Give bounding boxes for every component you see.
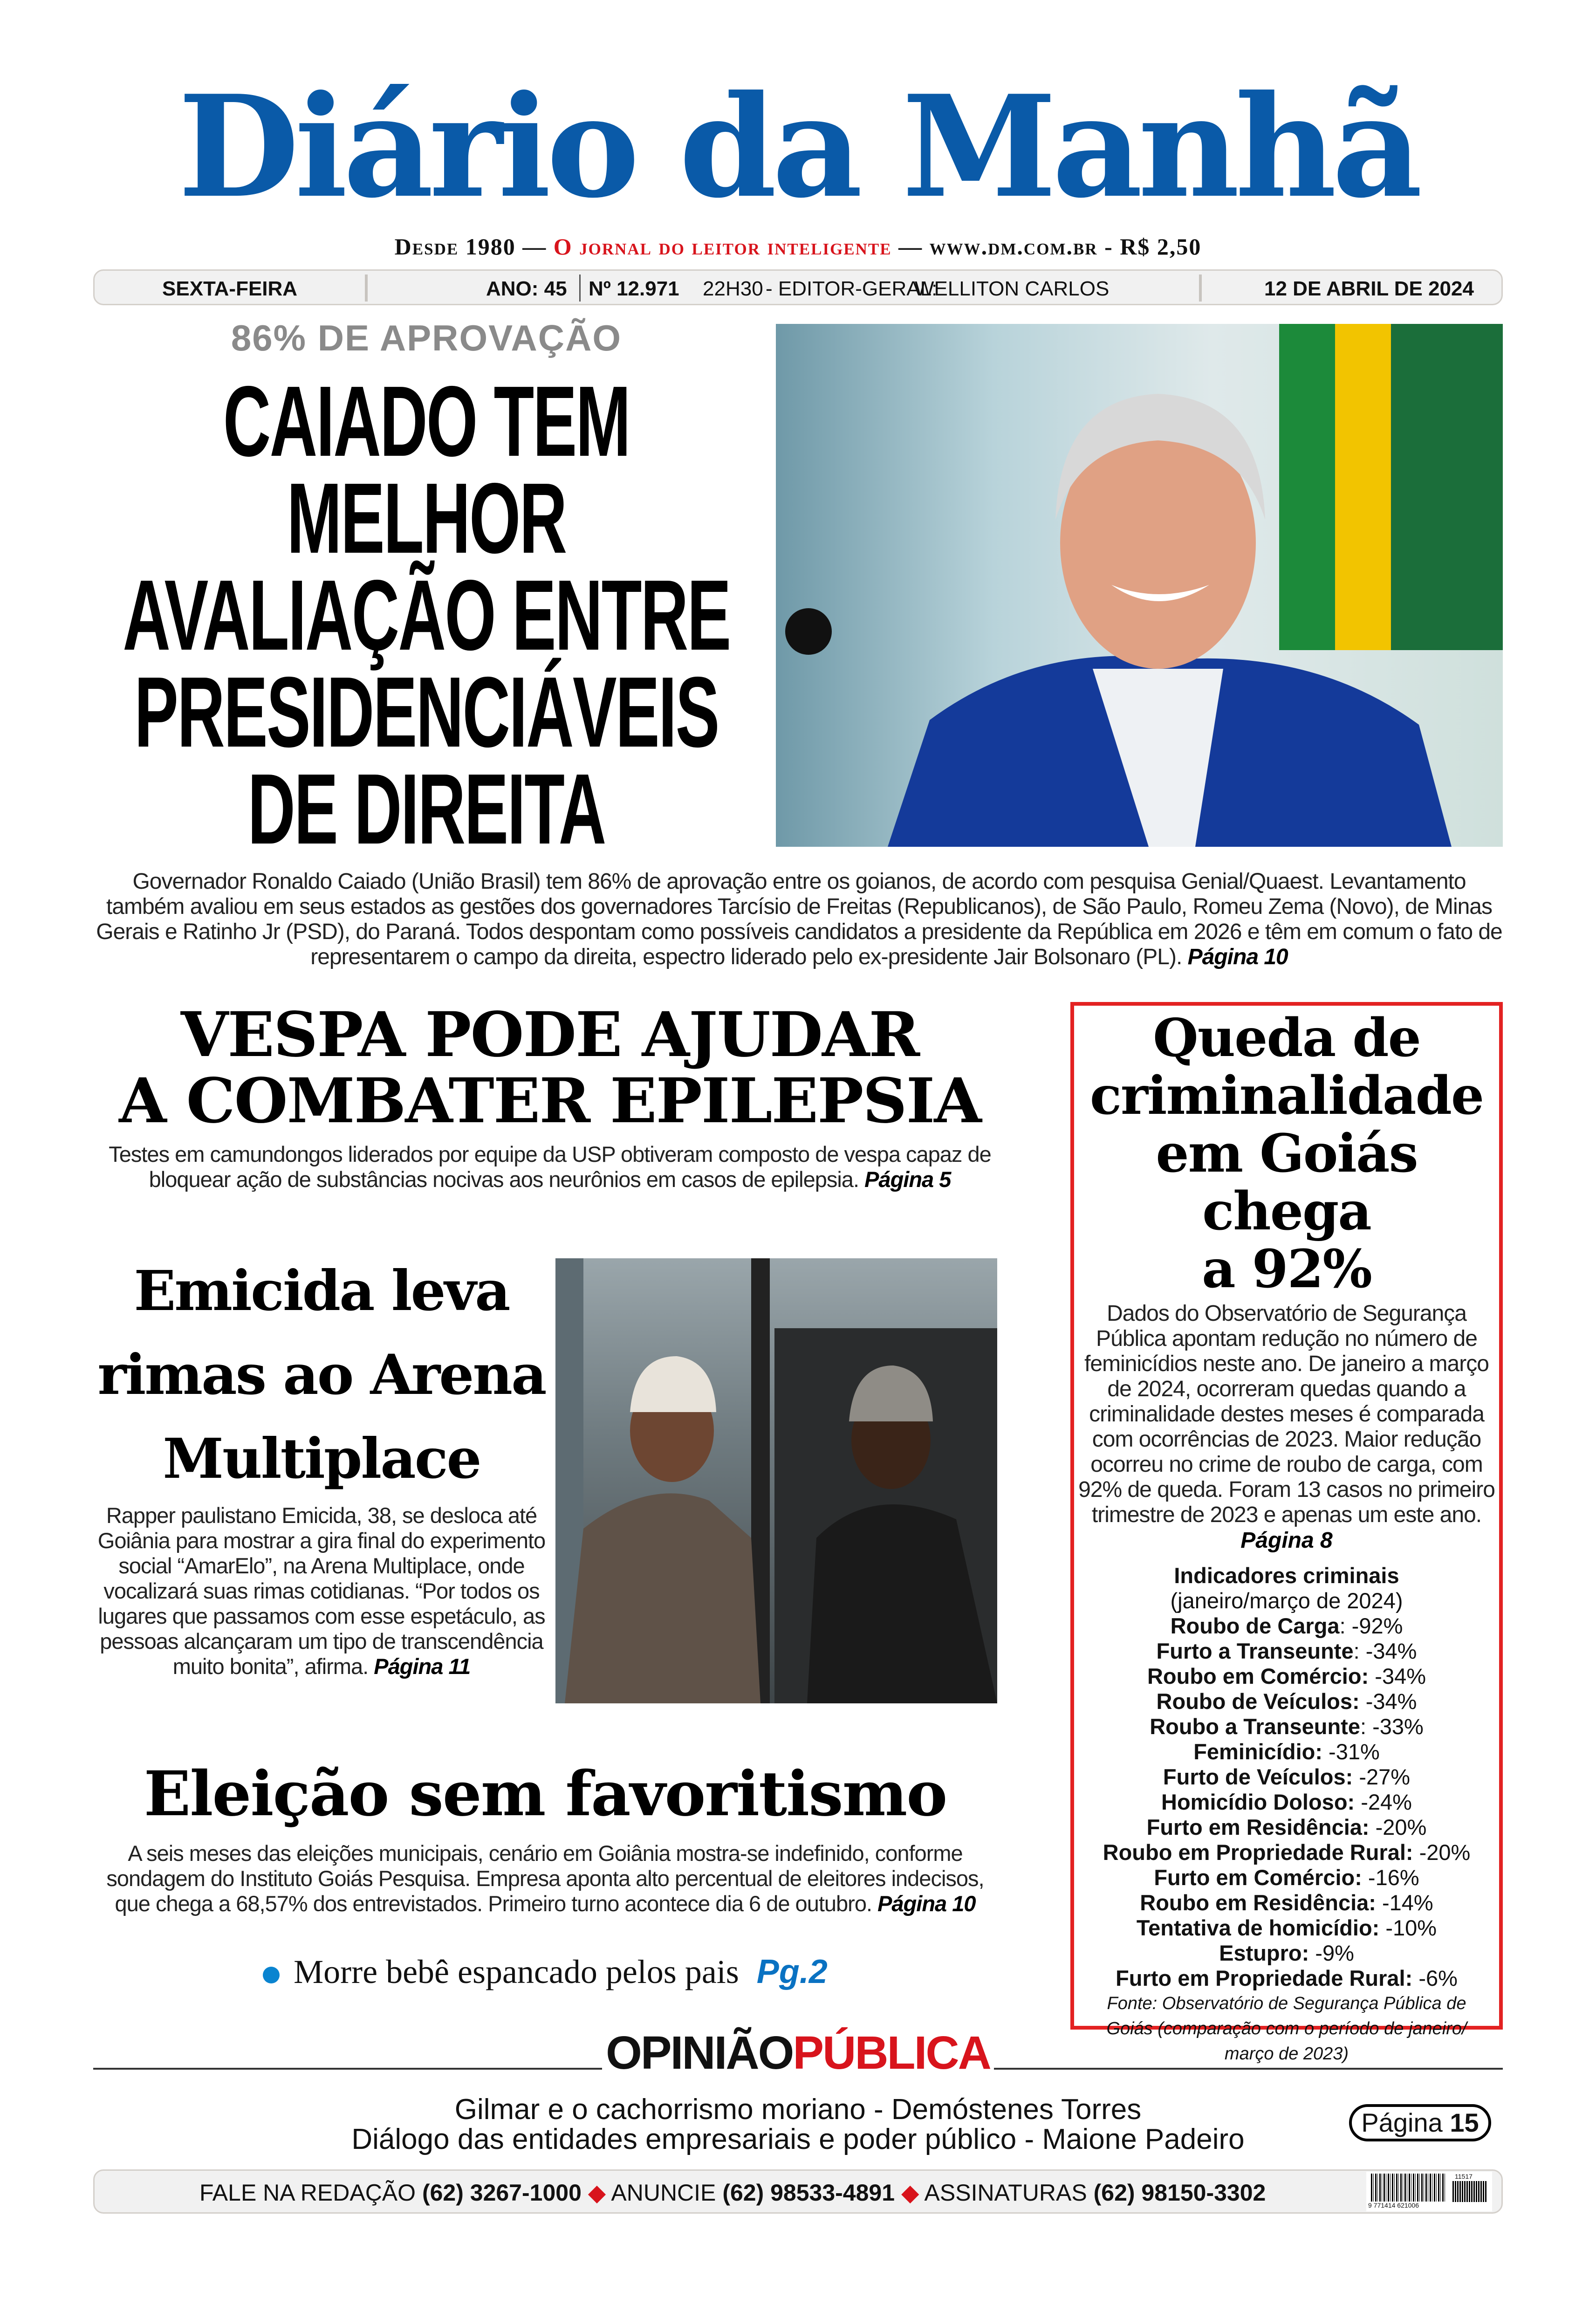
vespa-summary xyxy=(93,1142,1007,1192)
anuncie-phone[interactable]: (62) 98533-4891 xyxy=(722,2180,895,2206)
indicator-row xyxy=(1077,1915,1496,1941)
barcode-bars-icon xyxy=(1371,2174,1445,2202)
indicator-label: Furto de Veículos: xyxy=(1163,1764,1353,1789)
emicida-photo xyxy=(555,1258,997,1703)
indicator-value: -9% xyxy=(1309,1941,1354,1965)
opinion-title: Diálogo das entidades empresariais e poder público xyxy=(351,2123,1017,2155)
opinion-list xyxy=(93,2095,1503,2154)
tagline-site-price: — www.dm.com.br - R$ 2,50 xyxy=(898,233,1202,260)
page-label: Página xyxy=(1361,2108,1443,2137)
lead-summary xyxy=(93,869,1505,970)
editor-name: WELLITON CARLOS xyxy=(915,277,1110,300)
indicator-label: Furto em Comércio: xyxy=(1154,1865,1362,1890)
headline-line: criminalidade xyxy=(1089,1065,1484,1126)
indicators-rows xyxy=(1077,1613,1496,1991)
opinion-title: Gilmar e o cachorrismo moriano xyxy=(454,2093,866,2126)
divider xyxy=(579,274,581,302)
headline-line: Multiplace xyxy=(163,1426,480,1491)
opinion-author: - Maione Padeiro xyxy=(1016,2123,1245,2155)
indicator-row xyxy=(1077,1941,1496,1966)
weekday: SEXTA-FEIRA xyxy=(162,277,298,300)
tagline-slogan: O jornal do leitor inteligente xyxy=(553,233,892,260)
lead-headline[interactable] xyxy=(93,365,760,865)
indicator-label: Homicídio Doloso: xyxy=(1161,1790,1355,1814)
indicator-label: Furto em Propriedade Rural: xyxy=(1116,1966,1413,1990)
indicator-row xyxy=(1077,1689,1496,1714)
bullet-icon xyxy=(263,1967,280,1983)
indicator-value: -20% xyxy=(1369,1815,1427,1839)
indicator-row xyxy=(1077,1714,1496,1739)
indicator-label: Tentativa de homicídio: xyxy=(1136,1915,1380,1940)
vespa-body: Testes em camundongos liderados por equipe da USP obtiveram composto de vespa capaz de bloquear ação de substâncias nocivas aos neurônios em casos de epilepsia. xyxy=(109,1142,991,1192)
vespa-page-link[interactable]: Página 5 xyxy=(864,1167,951,1192)
indicator-row xyxy=(1077,1613,1496,1639)
anuncie-label: ANUNCIE xyxy=(611,2180,716,2206)
indicator-row xyxy=(1077,1840,1496,1865)
indicator-label: Feminicídio: xyxy=(1193,1739,1322,1764)
page-number: 15 xyxy=(1450,2108,1479,2137)
opinion-item[interactable] xyxy=(93,2095,1503,2125)
redacao-label: FALE NA REDAÇÃO xyxy=(199,2180,416,2206)
emicida-summary xyxy=(93,1503,550,1679)
brief-page-link[interactable]: Pg.2 xyxy=(756,1953,828,1990)
headline-line: MELHOR xyxy=(287,462,566,574)
emicida-body: Rapper paulistano Emicida, 38, se desloca até Goiânia para mostrar a gira final do experimento social “AmarElo”, na Arena Multiplace, onde vocalizará suas rimas cotidianas. “Por todos os lugares que passamos com esse espetáculo, as pessoas alcançaram um tipo de transcendência muito bonita”, afirma. xyxy=(97,1503,546,1679)
brief-text: Morre bebê espancado pelos pais xyxy=(294,1953,739,1990)
indicator-value: -31% xyxy=(1322,1739,1380,1764)
indicators-period: (janeiro/março de 2024) xyxy=(1170,1588,1403,1613)
editor-label: - EDITOR-GERAL: xyxy=(766,277,938,300)
indicator-value: -24% xyxy=(1355,1790,1412,1814)
headline-line: AVALIAÇÃO ENTRE xyxy=(123,559,730,671)
indicator-row xyxy=(1077,1890,1496,1915)
masthead-tagline xyxy=(0,233,1596,260)
redacao-phone[interactable]: (62) 3267-1000 xyxy=(422,2180,582,2206)
lead-photo-governor xyxy=(776,324,1503,847)
headline-line: VESPA PODE AJUDAR xyxy=(180,999,919,1071)
indicators-list xyxy=(1077,1563,1496,2066)
indicator-row xyxy=(1077,1764,1496,1790)
indicator-label: Roubo a Transeunte xyxy=(1150,1714,1360,1739)
edition-year: ANO: 45 xyxy=(486,277,567,300)
contact-bar xyxy=(93,2169,1503,2214)
barcode xyxy=(1366,2172,1492,2211)
eleicao-summary xyxy=(93,1841,997,1916)
headline-line: CAIADO TEM xyxy=(223,365,630,477)
vespa-headline[interactable] xyxy=(93,999,1007,1137)
edition-info-bar xyxy=(93,269,1503,305)
indicator-value: -16% xyxy=(1362,1865,1419,1890)
opinion-section-title xyxy=(0,2026,1596,2080)
indicator-value: : -34% xyxy=(1353,1639,1417,1663)
indicator-row xyxy=(1077,1739,1496,1764)
indicator-label: Roubo em Comércio: xyxy=(1147,1664,1369,1688)
headline-line: DE DIREITA xyxy=(247,753,605,865)
opinion-page-link[interactable] xyxy=(1349,2104,1491,2141)
eleicao-body: A seis meses das eleições municipais, cenário em Goiânia mostra-se indefinido, conforme sondagem do Instituto Goiás Pesquisa. Empresa aponta alto percentual de eleitores indecisos, que chega a 68,57% dos entrevistados. Primeiro turno acontece dia 6 de outubro. xyxy=(106,1841,984,1916)
indicator-label: Roubo de Veículos: xyxy=(1156,1689,1360,1714)
indicator-row xyxy=(1077,1815,1496,1840)
indicator-label: Roubo de Carga xyxy=(1170,1613,1340,1638)
indicator-label: Furto em Residência: xyxy=(1146,1815,1370,1839)
indicator-row xyxy=(1077,1966,1496,1991)
indicator-value: : -33% xyxy=(1360,1714,1424,1739)
crime-page-link[interactable]: Página 8 xyxy=(1240,1528,1333,1553)
opinion-title-red: PÚBLICA xyxy=(793,2027,990,2079)
indicator-value: : -92% xyxy=(1339,1613,1403,1638)
indicator-value: -34% xyxy=(1359,1689,1417,1714)
indicator-value: -27% xyxy=(1353,1764,1411,1789)
indicator-value: -6% xyxy=(1412,1966,1458,1990)
barcode-addon: 11517 xyxy=(1455,2173,1473,2180)
diamond-icon: ◆ xyxy=(901,2180,919,2206)
divider xyxy=(365,274,368,302)
barcode-addon-bars-icon xyxy=(1452,2181,1487,2202)
headline-line: a 92% xyxy=(1202,1239,1371,1300)
opinion-author: - Demóstenes Torres xyxy=(865,2093,1142,2126)
edition-number: Nº 12.971 xyxy=(589,277,679,300)
indicator-row xyxy=(1077,1639,1496,1664)
divider xyxy=(1199,274,1202,302)
edition-time: 22H30 xyxy=(703,277,763,300)
edition-date: 12 DE ABRIL DE 2024 xyxy=(1264,277,1474,300)
opinion-item[interactable] xyxy=(93,2125,1503,2154)
crime-headline[interactable] xyxy=(1077,1009,1496,1298)
indicators-source: Fonte: Observatório de Segurança Pública de Goiás (comparação com o período de janeiro/ março de 2023) xyxy=(1106,1994,1467,2064)
indicator-value: -20% xyxy=(1413,1840,1471,1865)
crime-body: Dados do Observatório de Segurança Pública apontam redução no número de feminicídios neste ano. De janeiro a março de 2024, ocorreram quedas quando a criminalidade destes meses é comparada com ocorrências de 2023. Maior redução ocorreu no crime de roubo de carga, com 92% de queda. Foram 13 casos no primeiro trimestre de 2023 e apenas um este ano. xyxy=(1078,1301,1495,1527)
indicator-row xyxy=(1077,1664,1496,1689)
masthead-title: Diário da Manhã xyxy=(178,64,1418,229)
headline-line: A COMBATER EPILEPSIA xyxy=(119,1065,981,1137)
indicator-label: Roubo em Residência: xyxy=(1140,1890,1376,1915)
headline-line: Queda de xyxy=(1153,1008,1420,1069)
headline-line: rimas ao Arena xyxy=(97,1342,546,1407)
barcode-number: 9 771414 621006 xyxy=(1368,2202,1419,2209)
indicator-label: Furto a Transeunte xyxy=(1156,1639,1354,1663)
indicator-value: -10% xyxy=(1379,1915,1437,1940)
tagline-since: Desde 1980 — xyxy=(394,233,547,260)
indicator-label: Roubo em Propriedade Rural: xyxy=(1103,1840,1413,1865)
headline-line: PRESIDENCIÁVEIS xyxy=(134,656,719,768)
indicator-value: -14% xyxy=(1376,1890,1433,1915)
eleicao-headline[interactable]: Eleição sem favoritismo xyxy=(144,1758,947,1830)
lead-page-link[interactable]: Página 10 xyxy=(1187,945,1288,969)
eleicao-page-link[interactable]: Página 10 xyxy=(877,1891,976,1916)
crime-box xyxy=(1070,1002,1503,2064)
headline-line: em Goiás chega xyxy=(1156,1123,1418,1242)
assinaturas-label: ASSINATURAS xyxy=(924,2180,1087,2206)
lead-body: Governador Ronaldo Caiado (União Brasil) tem 86% de aprovação entre os goianos, de acordo com pesquisa Genial/Quaest. Levantamento também avaliou em seus estados as gestões dos governadores Tarcísio de Freitas (Republicanos), de São Paulo, Romeu Zema (Novo), de Minas Gerais e Ratinho Jr (PSD), do Paraná. Todos despontam como possíveis candidatos a presidente da República em 2026 e têm em comum o fato de representarem o campo da direita, espectro liderado pelo ex-presidente Jair Bolsonaro (PL). xyxy=(96,869,1502,969)
emicida-page-link[interactable]: Página 11 xyxy=(374,1654,471,1679)
indicator-row xyxy=(1077,1865,1496,1890)
indicators-title: Indicadores criminais xyxy=(1174,1563,1399,1588)
headline-line: Emicida leva xyxy=(134,1258,509,1323)
indicator-row xyxy=(1077,1790,1496,1815)
indicator-value: -34% xyxy=(1369,1664,1426,1688)
brief-item[interactable] xyxy=(93,1953,997,1991)
emicida-headline[interactable] xyxy=(89,1249,555,1501)
opinion-title-black: OPINIÃO xyxy=(606,2027,793,2079)
diamond-icon: ◆ xyxy=(588,2180,606,2206)
lead-kicker: 86% DE APROVAÇÃO xyxy=(231,317,622,358)
assinaturas-phone[interactable]: (62) 98150-3302 xyxy=(1093,2180,1266,2206)
indicator-label: Estupro: xyxy=(1219,1941,1309,1965)
